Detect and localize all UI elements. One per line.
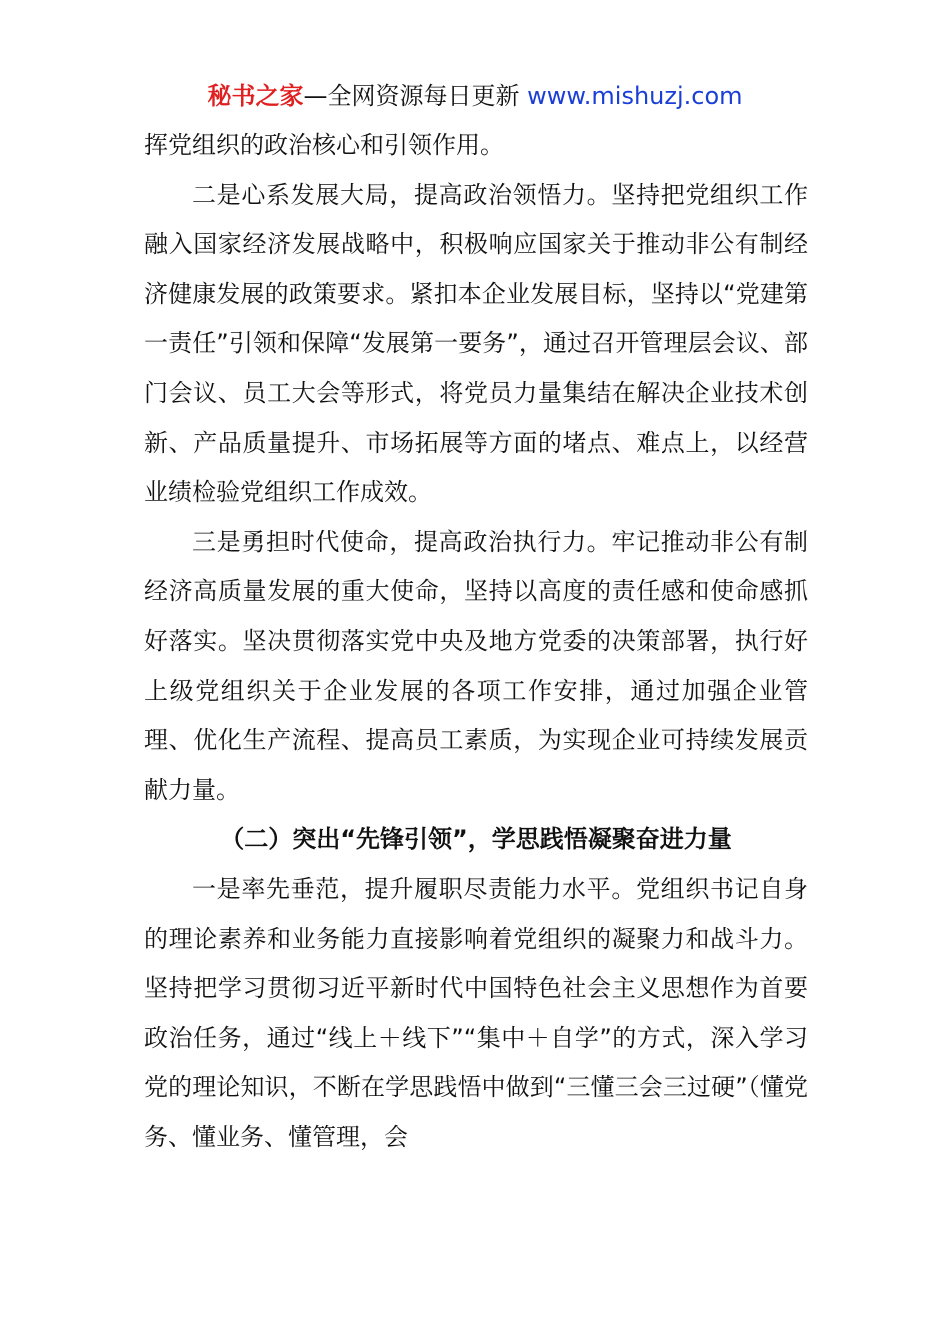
site-tagline: —全网资源每日更新: [303, 82, 520, 110]
page-header: [0, 80, 950, 112]
paragraph: 三是勇担时代使命，提高政治执行力。牢记推动非公有制经济高质量发展的重大使命，坚持以高度的责任感和使命感抓好落实。坚决贯彻落实党中央及地方党委的决策部署，执行好上级党组织关于企业发展的各项工作安排，通过加强企业管理、优化生产流程、提高员工素质，为实现企业可持续发展贡献力量。: [144, 527, 808, 804]
paragraph: 一是率先垂范，提升履职尽责能力水平。党组织书记自身的理论素养和业务能力直接影响着党组织的凝聚力和战斗力。坚持把学习贯彻习近平新时代中国特色社会主义思想作为首要政治任务，通过“线上＋线下”“集中＋自学”的方式，深入学习党的理论知识，不断在学思践悟中做到“三懂三会三过硬”（懂党务、懂业务、懂管理，会: [144, 874, 808, 1151]
paragraph: 二是心系发展大局，提高政治领悟力。坚持把党组织工作融入国家经济发展战略中，积极响应国家关于推动非公有制经济健康发展的政策要求。紧扣本企业发展目标，坚持以“党建第一责任”引领和保障“发展第一要务”，通过召开管理层会议、部门会议、员工大会等形式，将党员力量集结在解决企业技术创新、产品质量提升、市场拓展等方面的堵点、难点上，以经营业绩检验党组织工作成效。: [144, 180, 808, 507]
site-brand: 秘书之家: [207, 82, 304, 110]
section-heading: （二）突出“先锋引领”，学思践悟凝聚奋进力量: [220, 825, 732, 854]
site-url: www.mishuzj.com: [527, 82, 743, 110]
paragraph-continuation: 挥党组织的政治核心和引领作用。: [144, 131, 504, 159]
document-body: [144, 121, 808, 1162]
